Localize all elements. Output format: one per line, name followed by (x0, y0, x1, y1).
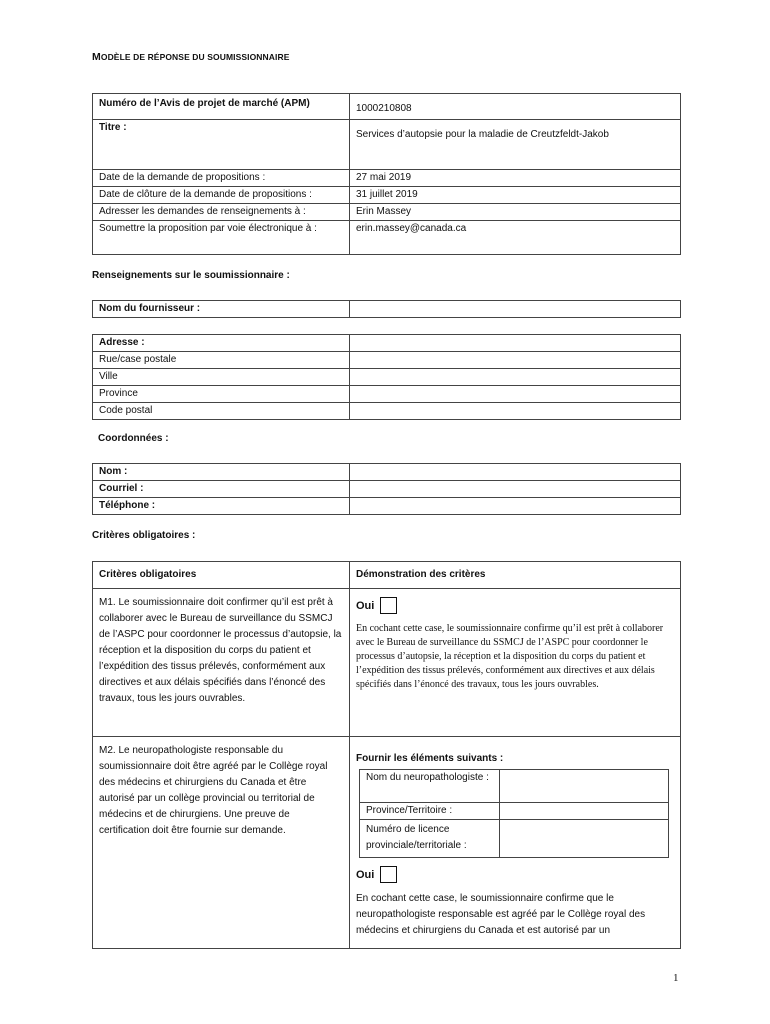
fournisseur-label: Nom du fournisseur : (93, 301, 350, 318)
courriel-input[interactable] (350, 481, 681, 498)
province-label: Province (93, 386, 350, 403)
m1-checkbox[interactable] (380, 597, 397, 614)
rfp-info-table (92, 93, 681, 255)
code-postal-input[interactable] (350, 403, 681, 420)
province-territoire-input[interactable] (500, 803, 669, 820)
apm-value: 1000210808 (350, 94, 681, 120)
titre-label: Titre : (93, 120, 350, 170)
m1-criterion: M1. Le soumissionnaire doit confirmer qu’il est prêt à collaborer avec le Bureau de surveillance du SSMCJ de l’ASPC pour coordonner le processus d’autopsie, la réception et la disposition du corps du patient et l’expédition des tissus prélevés, conformément aux directives et aux délais spécifiés dans l’énoncé des travaux, tous les jours ouvrables. (93, 589, 350, 737)
m2-confirm-text: En cochant cette case, le soumissionnaire confirme que le neuropathologiste responsable est agréé par le Collège royal des médecins et chirurgiens du Canada et est autorisé par un (356, 893, 646, 936)
code-postal-label: Code postal (93, 403, 350, 420)
date-demande-label: Date de la demande de propositions : (93, 170, 350, 187)
date-cloture-label: Date de clôture de la demande de propositions : (93, 187, 350, 204)
page-number: 1 (673, 972, 679, 984)
date-demande-value: 27 mai 2019 (350, 170, 681, 187)
province-territoire-label: Province/Territoire : (360, 803, 500, 820)
telephone-label: Téléphone : (93, 498, 350, 515)
nom-label: Nom : (93, 464, 350, 481)
m2-fournir-label: Fournir les éléments suivants : (356, 753, 504, 764)
nom-input[interactable] (350, 464, 681, 481)
criteres-heading: Critères obligatoires : (92, 530, 196, 541)
rue-label: Rue/case postale (93, 352, 350, 369)
ville-input[interactable] (350, 369, 681, 386)
soumettre-label: Soumettre la proposition par voie électronique à : (93, 221, 350, 255)
criteres-table (92, 561, 681, 949)
licence-label: Numéro de licence provinciale/territoriale : (360, 820, 500, 858)
renseignements-contact-value: Erin Massey (350, 204, 681, 221)
m1-oui-label: Oui (356, 599, 375, 612)
renseignements-contact-label: Adresser les demandes de renseignements à : (93, 204, 350, 221)
coordonnees-heading: Coordonnées : (98, 433, 169, 444)
date-cloture-value: 31 juillet 2019 (350, 187, 681, 204)
ville-label: Ville (93, 369, 350, 386)
m1-oui-row (356, 597, 674, 614)
province-input[interactable] (350, 386, 681, 403)
courriel-label: Courriel : (93, 481, 350, 498)
titre-value: Services d’autopsie pour la maladie de Creutzfeldt-Jakob (350, 120, 681, 170)
apm-label: Numéro de l’Avis de projet de marché (APM) (93, 94, 350, 120)
col-demonstration-header: Démonstration des critères (350, 562, 681, 589)
coordonnees-table (92, 463, 681, 515)
m2-oui-label: Oui (356, 868, 375, 881)
m2-criterion: M2. Le neuropathologiste responsable du soumissionnaire doit être agréé par le Collège royal des médecins et chirurgiens du Canada et être autorisé par un collège provincial ou territorial de médecins et de chirurgiens. Une preuve de certification doit être fournie sur demande. (93, 737, 350, 949)
fournisseur-input[interactable] (350, 301, 681, 318)
m2-fields-table (359, 769, 669, 858)
title-rest: ODÈLE DE RÉPONSE DU SOUMISSIONNAIRE (100, 52, 290, 62)
adresse-input[interactable] (350, 335, 681, 352)
m2-demonstration (350, 737, 681, 949)
neuropathologiste-input[interactable] (500, 770, 669, 803)
m2-checkbox[interactable] (380, 866, 397, 883)
fournisseur-table (92, 300, 681, 318)
title-initial: M (92, 51, 101, 63)
m1-confirm-text: En cochant cette case, le soumissionnaire confirme qu’il est prêt à collaborer avec le Bureau de surveillance du SSMCJ de l’ASPC pour coordonner le processus d’autopsie, la réception et la disposition du corps du patient et l’expédition des tissus prélevés, conformément aux directives et aux délais spécifiés dans l’énoncé des travaux, tous les jours ouvrables. (356, 623, 664, 690)
soumettre-email[interactable]: erin.massey@canada.ca (350, 221, 681, 255)
adresse-table (92, 334, 681, 420)
m2-oui-row (356, 866, 674, 883)
telephone-input[interactable] (350, 498, 681, 515)
adresse-label: Adresse : (93, 335, 350, 352)
m1-demonstration (350, 589, 681, 737)
page-title (92, 51, 290, 63)
licence-input[interactable] (500, 820, 669, 858)
neuropathologiste-label: Nom du neuropathologiste : (360, 770, 500, 803)
col-criteres-header: Critères obligatoires (93, 562, 350, 589)
renseignements-heading: Renseignements sur le soumissionnaire : (92, 270, 290, 281)
rue-input[interactable] (350, 352, 681, 369)
